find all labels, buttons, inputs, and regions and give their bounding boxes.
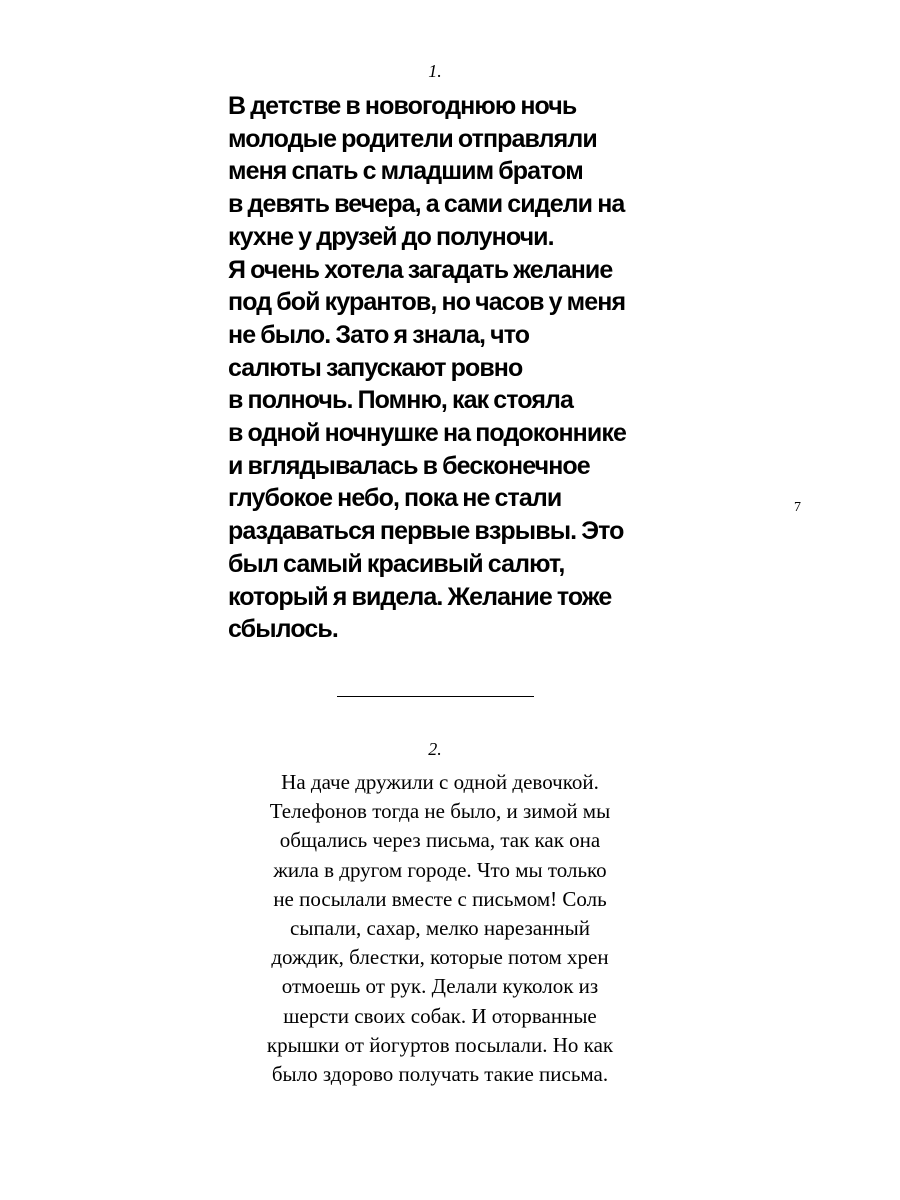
text-line: Я очень хотела загадать желание bbox=[228, 255, 613, 284]
section-number: 2. bbox=[428, 739, 442, 759]
text-line: общались через письма, так как она bbox=[279, 828, 601, 853]
text-line: молодые родители отправляли bbox=[228, 124, 597, 153]
page-number: 7 bbox=[794, 500, 801, 515]
text-line: был самый красивый салют, bbox=[228, 549, 565, 578]
text-line: сбылось. bbox=[228, 615, 338, 644]
text-line: кухне у друзей до полуночи. bbox=[228, 222, 554, 251]
text-line: в одной ночнушке на подоконнике bbox=[228, 419, 626, 448]
text-line: меня спать с младшим братом bbox=[228, 157, 583, 186]
text-line: жила в другом городе. Что мы только bbox=[273, 857, 607, 882]
text-line: который я видела. Желание тоже bbox=[228, 582, 612, 611]
text-line: и вглядывалась в бесконечное bbox=[228, 451, 590, 480]
text-line: раздаваться первые взрывы. Это bbox=[228, 517, 624, 546]
text-line: дождик, блестки, которые потом хрен bbox=[271, 945, 609, 970]
text-line: шерсти своих собак. И оторванные bbox=[283, 1003, 597, 1028]
text-line: в девять вечера, а сами сидели на bbox=[228, 190, 625, 219]
text-line: В детстве в новогоднюю ночь bbox=[228, 92, 577, 120]
text-line: в полночь. Помню, как стояла bbox=[228, 386, 574, 415]
text-line: крышки от йогуртов посылали. Но как bbox=[266, 1032, 614, 1057]
story-1-text bbox=[228, 90, 708, 646]
section-divider bbox=[337, 696, 534, 697]
text-line: под бой курантов, но часов у меня bbox=[228, 288, 626, 317]
text-line: сыпали, сахар, мелко нарезанный bbox=[290, 916, 590, 941]
text-line: отмоешь от рук. Делали куколок из bbox=[281, 974, 599, 999]
story-2-text bbox=[150, 768, 730, 1089]
text-line: не было. Зато я знала, что bbox=[228, 320, 530, 349]
text-line: салюты запускают ровно bbox=[228, 353, 523, 382]
text-line: не посылали вместе с письмом! Соль bbox=[273, 886, 607, 911]
section-number: 1. bbox=[428, 61, 442, 81]
text-line: глубокое небо, пока не стали bbox=[228, 484, 562, 513]
text-line: На даче дружили с одной девочкой. bbox=[281, 770, 599, 794]
text-line: Телефонов тогда не было, и зимой мы bbox=[269, 799, 611, 824]
text-line: было здорово получать такие письма. bbox=[271, 1062, 609, 1087]
